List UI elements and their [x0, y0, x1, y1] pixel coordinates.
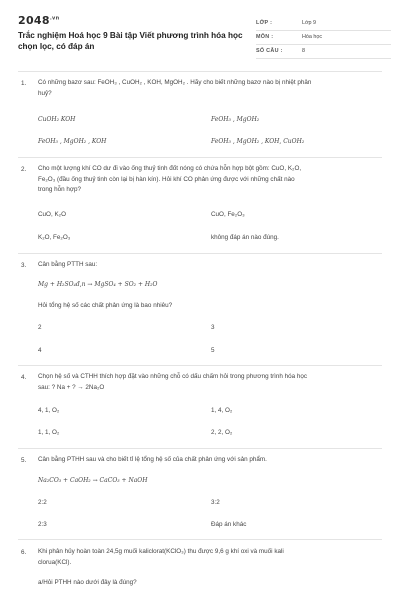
question-prompt: Hỏi tổng hệ số các chất phản ứng là bao nhiêu? — [38, 302, 173, 309]
option-d[interactable]: không đáp án nào đúng. — [211, 234, 279, 241]
divider — [18, 539, 382, 540]
question-number: 2. — [21, 166, 27, 173]
divider — [18, 157, 382, 158]
option-d[interactable]: 5 — [211, 347, 215, 354]
meta-row-count — [256, 44, 391, 59]
question-line: Cho một lượng khí CO dư đi vào ống thuỷ tinh đốt nóng có chứa hỗn hợp bột gồm: CuO, K₂O, — [38, 165, 302, 172]
divider — [18, 253, 382, 254]
meta-row-class — [256, 16, 391, 31]
document-title: Trắc nghiệm Hoá học 9 Bài tập Viết phương trình hóa học chọn lọc, có đáp án — [18, 31, 243, 51]
meta-key: LỚP : — [256, 20, 273, 26]
question-number: 5. — [21, 457, 27, 464]
meta-value: 8 — [302, 48, 305, 54]
question-line: Cân bằng PTHH sau và cho biết tỉ lệ tổng hệ số của chất phản ứng với sản phẩm. — [38, 456, 267, 463]
question-text — [38, 547, 378, 568]
question-number: 4. — [21, 374, 27, 381]
site-logo[interactable] — [18, 14, 59, 27]
question-number: 6. — [21, 549, 27, 556]
question-line: trong hỗn hợp? — [38, 186, 81, 193]
option-d[interactable]: Đáp án khác — [211, 521, 247, 528]
option-a[interactable]: CuO, K₂O — [38, 211, 66, 218]
question-number: 1. — [21, 80, 27, 87]
option-a[interactable]: 4, 1, O₂ — [38, 407, 60, 414]
page-header — [18, 12, 388, 70]
question-line: Fe₂O₃ (đầu ống thuỷ tinh còn lại bị hàn kín). Hỏi khí CO phản ứng được với những chất nào — [38, 175, 295, 183]
meta-key: SỐ CÂU : — [256, 48, 283, 54]
option-b[interactable]: 3 — [211, 324, 215, 331]
meta-row-subject — [256, 30, 391, 45]
question-line: huỷ? — [38, 89, 52, 97]
question-number: 3. — [21, 262, 27, 269]
option-a[interactable]: 2:2 — [38, 499, 47, 506]
divider — [18, 71, 382, 72]
question-line: sau: ? Na + ? → 2Na₂O — [38, 383, 105, 391]
chemical-equation: Mg + H₂SO₄đ,n → MgSO₄ + SO₂ + H₂O — [38, 281, 158, 288]
option-c[interactable]: FeOH₃ , MgOH₂ , KOH — [38, 138, 107, 145]
question-line: Chọn hệ số và CTHH thích hợp đặt vào những chỗ có dấu chấm hỏi trong phương trình hóa học — [38, 373, 308, 380]
divider — [18, 448, 382, 449]
option-b[interactable]: FeOH₃ , MgOH₂ — [211, 116, 260, 123]
question-line: Có những bazơ sau: FeOH₃ , CuOH₂ , KOH, MgOH₂ . Hãy cho biết những bazơ nào bị nhiệt phân — [38, 79, 312, 86]
meta-key: MÔN : — [256, 34, 274, 40]
question-line: clorua(KCl). — [38, 558, 72, 566]
divider — [18, 365, 382, 366]
question-line: Khi phân hủy hoàn toàn 24,5g muối kaliclorat(KClO₃) thu được 9,6 g khí oxi và muối kali — [38, 548, 284, 555]
option-b[interactable]: 3:2 — [211, 499, 220, 506]
question-text — [38, 78, 378, 99]
meta-value: Lớp 9 — [302, 20, 317, 26]
option-d[interactable]: FeOH₃ , MgOH₂ , KOH, CuOH₂ — [211, 138, 305, 145]
option-b[interactable]: CuO, Fe₂O₃ — [211, 211, 245, 218]
option-a[interactable]: 2 — [38, 324, 42, 331]
question-text — [38, 455, 378, 466]
logo-text: 2048 — [18, 14, 50, 27]
option-a[interactable]: CuOH₂ KOH — [38, 116, 76, 123]
option-d[interactable]: 2, 2, O₂ — [211, 429, 233, 436]
option-c[interactable]: 4 — [38, 347, 42, 354]
question-text — [38, 372, 378, 393]
question-prompt: a/Hỏi PTHH nào dưới đây là đúng? — [38, 579, 137, 586]
question-line: Cân bằng PTTH sau: — [38, 261, 98, 268]
chemical-equation: Na₂CO₃ + CaOH₂ → CaCO₃ + NaOH — [38, 477, 148, 484]
option-b[interactable]: 1, 4, O₂ — [211, 407, 233, 414]
question-text — [38, 260, 378, 271]
question-text — [38, 164, 378, 196]
option-c[interactable]: 2:3 — [38, 521, 47, 528]
option-c[interactable]: K₂O, Fe₂O₃ — [38, 234, 71, 241]
option-c[interactable]: 1, 1, O₂ — [38, 429, 60, 436]
meta-value: Hóa học — [302, 34, 323, 40]
logo-suffix: .vn — [49, 15, 60, 22]
